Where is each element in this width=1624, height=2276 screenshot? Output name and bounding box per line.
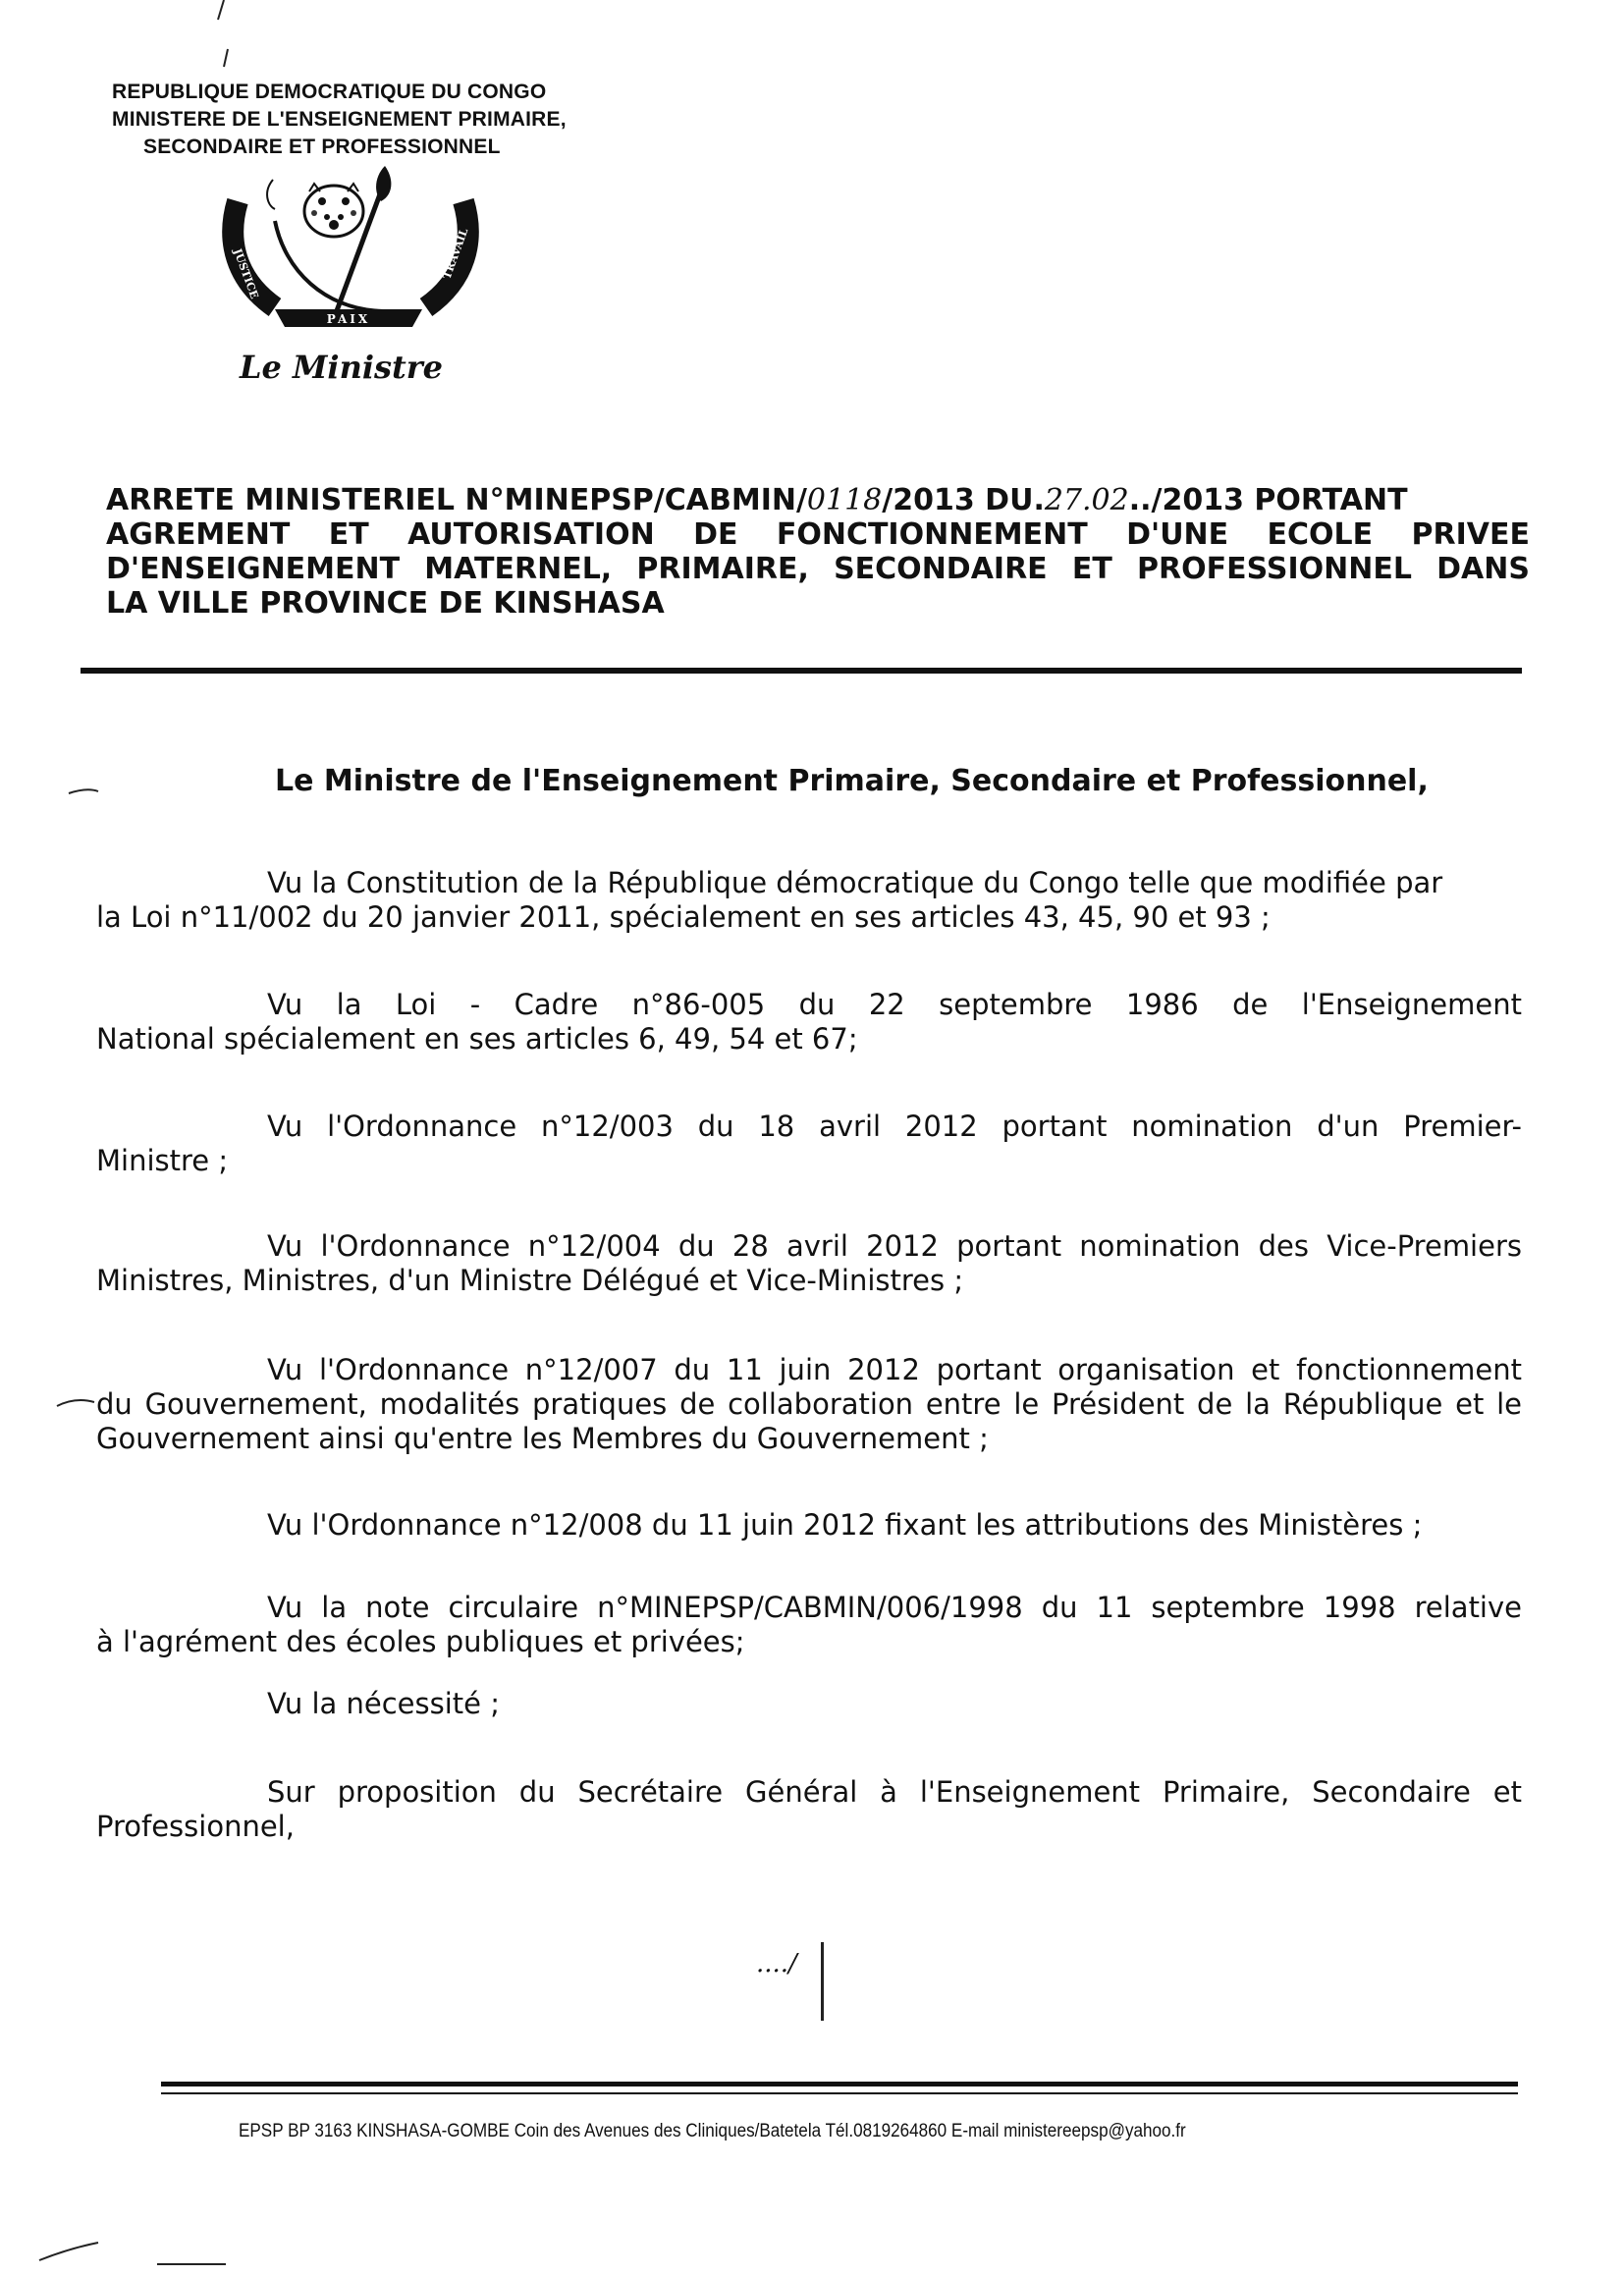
header-country: REPUBLIQUE DEMOCRATIQUE DU CONGO — [112, 81, 547, 103]
whereas-ordonnance-008: Vu l'Ordonnance n°12/008 du 11 juin 2012 fixant les attributions des Ministères ; — [267, 1508, 1423, 1542]
on-proposal: Sur proposition du Secrétaire Général à l'Enseignement Primaire, Secondaire et Professionnel, — [96, 1775, 1522, 1843]
page-continuation-mark: ..../ — [756, 1949, 797, 1978]
whereas-necessity: Vu la nécessité ; — [267, 1687, 500, 1720]
handwritten-decree-date: 27.02 — [1044, 483, 1129, 517]
minister-signature: Le Ministre — [240, 349, 444, 386]
title-line-2: AGREMENT ET AUTORISATION DE FONCTIONNEMENT D'UNE ECOLE PRIVEE — [106, 517, 1530, 552]
header-ministry: MINISTERE DE L'ENSEIGNEMENT PRIMAIRE, — [112, 108, 567, 131]
minister-heading: Le Ministre de l'Enseignement Primaire, Secondaire et Professionnel, — [275, 764, 1429, 798]
footer-address: EPSP BP 3163 KINSHASA-GOMBE Coin des Avenues des Cliniques/Batetela Tél.0819264860 E-mail ministereepsp@yahoo.fr — [239, 2121, 1186, 2141]
header-ministry-cont: SECONDAIRE ET PROFESSIONNEL — [143, 135, 501, 158]
title-line-3: D'ENSEIGNEMENT MATERNEL, PRIMAIRE, SECONDAIRE ET PROFESSIONNEL DANS — [106, 552, 1530, 586]
whereas-ordonnance-004: Vu l'Ordonnance n°12/004 du 28 avril 2012 portant nomination des Vice-Premiers Ministres, Ministres, d'un Ministre Délégué et Vice-Ministres ; — [96, 1229, 1522, 1297]
handwritten-decree-number: 0118 — [806, 483, 883, 517]
whereas-loi-cadre: Vu la Loi - Cadre n°86-005 du 22 septembre 1986 de l'Enseignement National spécialement en ses articles 6, 49, 54 et 67; — [96, 988, 1522, 1056]
motto-justice: JUSTICE — [231, 246, 261, 301]
whereas-constitution: Vu la Constitution de la République démocratique du Congo telle que modifiée par la Loi n°11/002 du 20 janvier 2011, spécialement en ses articles 43, 45, 90 et 93 ; — [96, 866, 1443, 934]
title-line-1: ARRETE MINISTERIEL N°MINEPSP/CABMIN/0118/2013 DU.27.02../2013 PORTANT — [106, 483, 1408, 517]
whereas-note-circulaire: Vu la note circulaire n°MINEPSP/CABMIN/006/1998 du 11 septembre 1998 relative à l'agrément des écoles publiques et privées; — [96, 1591, 1522, 1658]
title-line-4: LA VILLE PROVINCE DE KINSHASA — [106, 586, 665, 621]
whereas-ordonnance-003: Vu l'Ordonnance n°12/003 du 18 avril 2012 portant nomination d'un Premier- Ministre ; — [96, 1110, 1522, 1177]
motto-paix: PAIX — [326, 312, 371, 326]
whereas-ordonnance-007: Vu l'Ordonnance n°12/007 du 11 juin 2012 portant organisation et fonctionnement du Gouvernement, modalités pratiques de collaboration entre le Président de la République et le Gouvernement ainsi qu'entre les Membres du Gouvernement ; — [96, 1353, 1522, 1455]
motto-travail: TRAVAIL — [440, 226, 471, 282]
